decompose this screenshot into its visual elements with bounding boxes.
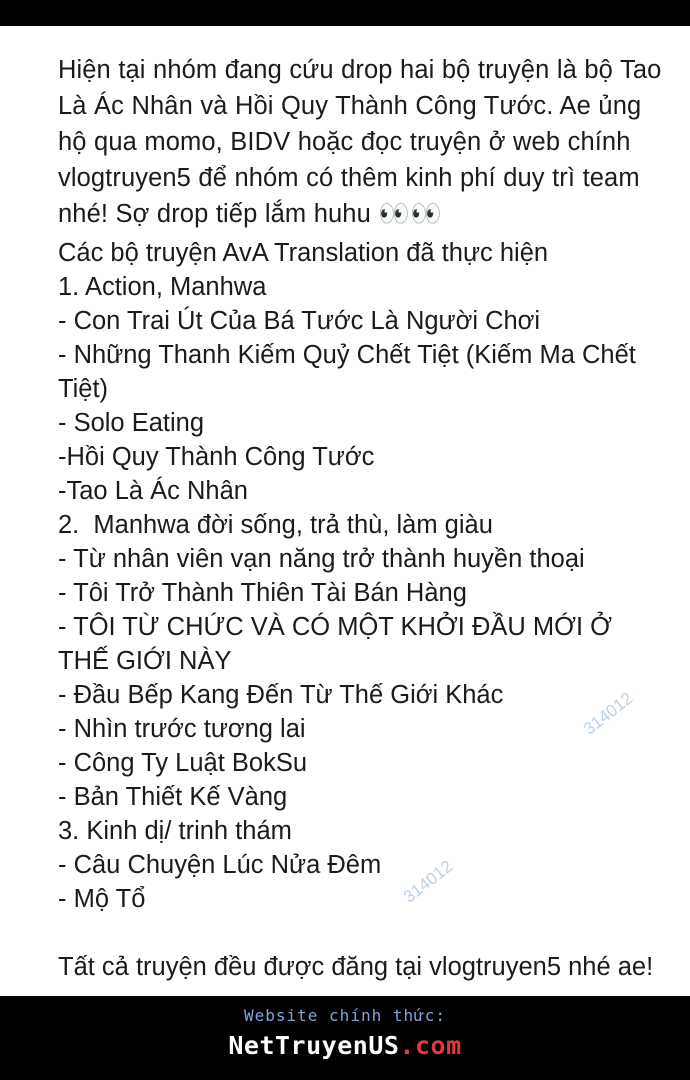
announcement-page [0,26,690,984]
closing-note: Tất cả truyện đều được đăng tại vlogtruyen5 nhé ae! [58,953,654,981]
watermark: 314012 [399,856,457,907]
list-item: - Câu Chuyện Lúc Nửa Đêm [58,851,382,879]
list-item: - Đầu Bếp Kang Đến Từ Thế Giới Khác [58,681,504,709]
list-item: - Solo Eating [58,409,205,437]
list-item: -Tao Là Ác Nhân [58,477,248,505]
footer-label: Website chính thức: [243,1006,447,1025]
list-item: -Hồi Quy Thành Công Tước [58,443,375,471]
brand-truyen: Truyen [275,1031,369,1060]
list-item: 3. Kinh dị/ trinh thám [58,817,292,845]
brand-net: Net [228,1031,275,1060]
footer-bar [0,996,690,1080]
list-item: - TÔI TỪ CHỨC VÀ CÓ MỘT KHỞI ĐẦU MỚI Ở THẾ GIỚI NÀY [58,613,619,675]
list-item: - Từ nhân viên vạn năng trở thành huyền thoại [58,545,585,573]
list-item: - Tôi Trở Thành Thiên Tài Bán Hàng [58,579,467,607]
list-item: - Mộ Tổ [58,885,146,913]
footer-brand[interactable] [0,1031,690,1060]
spacer [58,916,668,950]
section-heading: Các bộ truyện AvA Translation đã thực hiện [58,239,549,267]
list-item: - Những Thanh Kiếm Quỷ Chết Tiệt (Kiếm Ma Chết Tiệt) [58,341,643,403]
list-item: 2. Manhwa đời sống, trả thù, làm giàu [58,511,493,539]
brand-us: US [368,1031,400,1060]
list-item: - Nhìn trước tương lai [58,715,306,743]
list-item: - Con Trai Út Của Bá Tước Là Người Chơi [58,307,541,335]
top-black-bar [0,0,690,26]
watermark: 314012 [579,688,637,739]
intro-paragraph: Hiện tại nhóm đang cứu drop hai bộ truyện là bộ Tao Là Ác Nhân và Hồi Quy Thành Công Tước. Ae ủng hộ qua momo, BIDV hoặc đọc truyện ở web chính vlogtruyen5 để nhóm có thêm kinh phí duy trì team nhé! Sợ drop tiếp lắm huhu 👀👀 [58,56,662,228]
list-item: - Công Ty Luật BokSu [58,749,308,777]
list-item: - Bản Thiết Kế Vàng [58,783,288,811]
brand-com: .com [399,1031,462,1060]
list-item: 1. Action, Manhwa [58,273,267,301]
